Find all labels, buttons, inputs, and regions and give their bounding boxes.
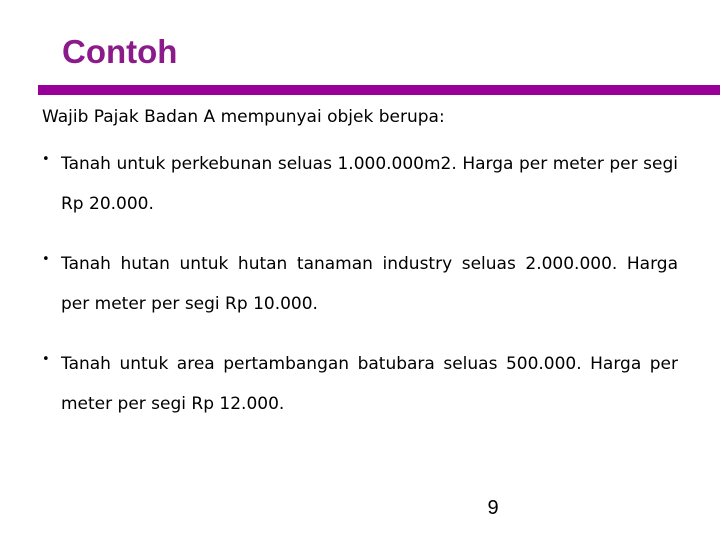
list-item-text: Tanah hutan untuk hutan tanaman industry seluas 2.000.000. Harga per meter per segi Rp 10.000. (61, 254, 678, 314)
bullet-list (42, 144, 678, 444)
intro-text: Wajib Pajak Badan A mempunyai objek berupa: (42, 107, 445, 127)
bullet-icon: • (42, 152, 50, 167)
slide-title: Contoh (62, 33, 178, 70)
bullet-icon: • (42, 352, 50, 367)
list-item-text: Tanah untuk area pertambangan batubara seluas 500.000. Harga per meter per segi Rp 12.000. (61, 354, 678, 414)
page-number: 9 (487, 497, 499, 519)
bullet-icon: • (42, 252, 50, 267)
list-item (42, 244, 678, 324)
list-item-text: Tanah untuk perkebunan seluas 1.000.000m2. Harga per meter per segi Rp 20.000. (61, 154, 678, 214)
list-item (42, 144, 678, 224)
list-item (42, 344, 678, 424)
title-divider (38, 85, 720, 95)
